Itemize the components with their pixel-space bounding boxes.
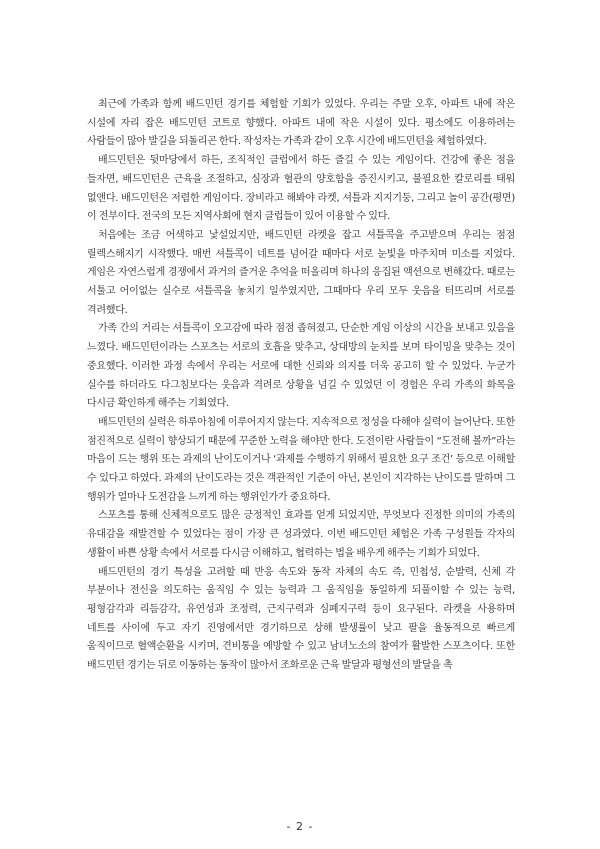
paragraph-2: 배드민턴은 뒷마당에서 하든, 조직적인 클럽에서 하든 즐길 수 있는 게임이다. 건강에 좋은 점을 들자면, 배드민턴은 근육을 조절하고, 심장과 혈관의 양호함을 증진시키고, 불필요한 칼로리를 태워 없앤다. 배드민턴은 저렴한 게임이다. 장비라고 해봐야 라켓, 셔틀과 지지기둥, 그리고 놀이 공간(평면)이 전부이다. 전국의 모든 지역사회에 현지 클럽들이 있어 이용할 수 있다. [87, 155, 515, 223]
body-text [87, 96, 515, 676]
paragraph-5: 배드민턴의 실력은 하루아침에 이루어지지 않는다. 지속적으로 정성을 다해야 실력이 늘어난다. 또한 점진적으로 실력이 향상되기 때문에 꾸준한 노력을 해야만 한다. 도전이란 사람들이 “도전해 볼까”라는 마음이 드는 행위 또는 과제의 난이도이거나 ‘과제를 수행하기 위해서 필요한 요구 조건’ 등으로 이해할 수 있다고 하였다. 과제의 난이도라는 것은 객관적인 기준이 아닌, 본인이 지각하는 난이도를 말하며 그 행위가 얼마나 도전감을 느끼게 하는 행위인가가 중요하다. [87, 416, 515, 503]
page-number: - 2 - [286, 820, 314, 833]
paragraph-6: 스포츠를 통해 신체적으로도 많은 긍정적인 효과를 얻게 되었지만, 무엇보다 진정한 의미의 가족의 유대감을 재발견할 수 있었다는 점이 가장 큰 성과였다. 이번 배드민턴 체험은 가족 구성원들 각자의 생활이 바쁜 상황 속에서 서로를 다시금 이해하고, 협력하는 법을 배우게 해주는 기회가 되었다. [87, 510, 515, 559]
paragraph-3: 처음에는 조금 어색하고 낯설었지만, 배드민턴 라켓을 잡고 셔틀콕을 주고받으며 우리는 점점 릴렉스해지기 시작했다. 매번 셔틀콕이 네트를 넘어갈 때마다 서로 눈빛을 마주치며 미소를 지었다. 게임은 자연스럽게 경쟁에서 과거의 즐거운 추억을 떠올리며 하나의 응집된 액션으로 변해갔다. 때로는 서툴고 어이없는 실수로 셔틀콕을 놓치기 일쑤였지만, 그때마다 우리 모두 웃음을 터뜨리며 서로를 격려했다. [87, 229, 515, 316]
paragraph-7: 배드민턴의 경기 특성을 고려할 때 반응 속도와 동작 자체의 속도 즉, 민첩성, 순발력, 신체 각 부분이나 전신을 의도하는 움직임 수 있는 능력과 그 움직임을 동일하게 되풀이할 수 있는 능력, 평형감각과 리듬감각, 유연성과 조정력, 근지구력과 심폐지구력 등이 요구된다. 라켓을 사용하며 네트를 사이에 두고 자기 진영에서만 경기하므로 상해 발생률이 낮고 팔을 율동적으로 빠르게 움직이므로 혈액순환을 시키며, 견비통을 예방할 수 있고 남녀노소의 참여가 활발한 스포츠이다. 또한 배드민턴 경기는 뒤로 이동하는 동작이 많아서 조화로운 근육 발달과 평형선의 발달을 촉 [87, 566, 515, 672]
paragraph-1: 최근에 가족과 함께 배드민턴 경기를 체험할 기회가 있었다. 우리는 주말 오후, 아파트 내에 작은 시설에 자리 잡은 배드민턴 코트로 향했다. 아파트 내에 작은 시설이 있다. 평소에도 이용하려는 사람들이 많아 발길을 되돌리곤 한다. 작성자는 가족과 같이 오후 시간에 배드민턴을 체험하였다. [87, 99, 515, 148]
paragraph-4: 가족 간의 거리는 셔틀콕이 오고감에 따라 점점 좁혀졌고, 단순한 게임 이상의 시간을 보내고 있음을 느꼈다. 배드민턴이라는 스포츠는 서로의 호흡을 맞추고, 상대방의 눈치를 보며 타이밍을 맞추는 것이 중요했다. 이러한 과정 속에서 우리는 서로에 대한 신뢰와 의지를 더욱 공고히 할 수 있었다. 누군가 실수를 하더라도 다그침보다는 웃음과 격려로 상황을 넘길 수 있었던 이 경험은 우리 가족의 화목을 다시금 확인하게 해주는 기회였다. [87, 323, 515, 410]
